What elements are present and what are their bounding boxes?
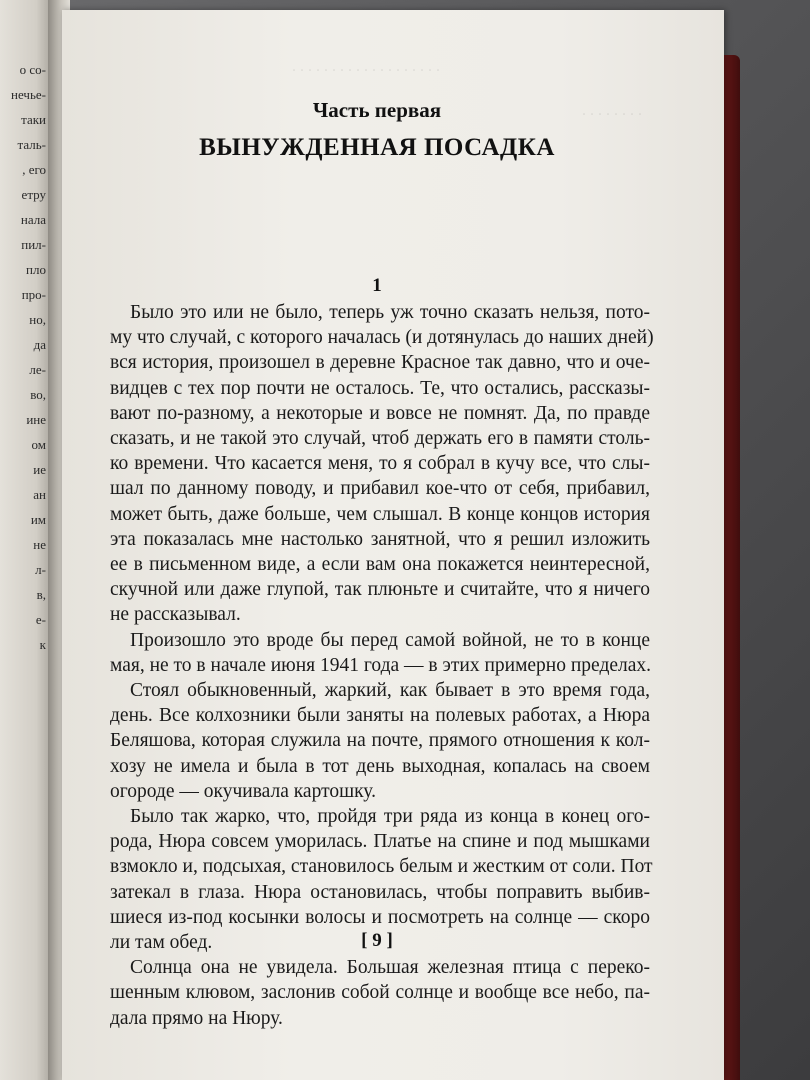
previous-page-fragment: им xyxy=(30,512,46,527)
text-line: Стоял обыкновенный, жаркий, как бывает в это время года, xyxy=(130,680,650,702)
text-line: Беляшова, которая служила на почте, прямого отношения к кол- xyxy=(110,730,650,752)
text-line: затекал в глаза. Нюра остановилась, чтобы поправить выбив- xyxy=(110,881,650,903)
previous-page-fragment: нечье- xyxy=(11,87,46,102)
previous-page-fragment: е- xyxy=(35,612,46,627)
previous-page-fragment: ом xyxy=(31,437,46,452)
previous-page-fragment: о со- xyxy=(19,62,46,77)
previous-page-fragment: ине xyxy=(26,412,46,427)
text-line: день. Все колхозники были заняты на полевых работах, а Нюра xyxy=(110,705,650,727)
bleed-through-text: . . . . . . . . xyxy=(582,102,642,119)
previous-page-fragment: таки xyxy=(21,112,46,127)
previous-page-fragment: во, xyxy=(30,387,46,402)
previous-page-fragment: в, xyxy=(36,587,46,602)
text-line: Солнца она не увидела. Большая железная птица с переко- xyxy=(130,957,650,979)
previous-page-fragment: к xyxy=(39,637,46,652)
text-line: скучной или даже глупой, так плюньте и считайте, что я ничего xyxy=(110,579,650,601)
page-number: [ 9 ] xyxy=(361,930,393,951)
text-line: не рассказывал. xyxy=(110,604,241,626)
previous-page-fragment: но, xyxy=(29,312,46,327)
text-line: му что случай, с которого началась (и дотянулась до наших дней) xyxy=(110,327,654,349)
text-line: эта показалась мне настолько занятной, что я решил изложить xyxy=(110,528,650,550)
text-line: Было это или не было, теперь уж точно сказать нельзя, пото- xyxy=(130,302,650,323)
text-line: шал по данному поводу, и прибавил кое-что от себя, прибавил, xyxy=(110,478,650,500)
text-line: Было так жарко, что, пройдя три ряда из конца в конец ого- xyxy=(130,806,650,828)
body-text xyxy=(110,300,654,1031)
section-title: ВЫНУЖДЕННАЯ ПОСАДКА xyxy=(199,134,555,161)
text-line: вся история, произошел в деревне Красное так давно, что и оче- xyxy=(110,352,650,374)
text-line: ли там обед. xyxy=(110,932,213,954)
previous-page-fragment: л- xyxy=(35,562,46,577)
text-line: ко времени. Что касается меня, то я собрал в кучу все, что слы- xyxy=(110,453,650,475)
previous-page-fragment: да xyxy=(33,337,46,352)
text-line: хозу не имела и была в тот день выходная, копалась на своем xyxy=(110,755,650,777)
previous-page-fragment: не xyxy=(33,537,46,552)
text-line: взмокло и, подсыхая, становилось белым и жестким от соли. Пот xyxy=(110,856,653,878)
text-line: шиеся из-под косынки волосы и посмотреть на солнце — скоро xyxy=(110,906,650,928)
text-line: огороде — окучивала картошку. xyxy=(110,780,376,802)
text-line: сказать, и не такой это случай, чтоб держать его в памяти столь- xyxy=(110,428,650,450)
text-line: вают по-разному, а некоторые и вовсе не помнят. Да, по правде xyxy=(110,402,650,424)
chapter-number: 1 xyxy=(372,275,382,296)
previous-page-fragment: ле- xyxy=(29,362,46,377)
bleed-through-text: . . . . . . . . . . . . . . . . . . . xyxy=(292,58,440,75)
previous-page-fragment: пил- xyxy=(21,237,46,252)
text-line: шенным клювом, заслонив собой солнце и вообще все небо, па- xyxy=(110,982,650,1004)
text-line: ее в письменном виде, а если вам она покажется неинтересной, xyxy=(110,554,650,576)
text-line: может быть, даже больше, чем слышал. В конце концов история xyxy=(110,503,650,525)
previous-page-fragment: про- xyxy=(21,287,46,302)
part-title: Часть первая xyxy=(312,98,442,122)
text-line: рода, Нюра совсем уморилась. Платье на спине и под мышками xyxy=(110,831,650,853)
previous-page-fragment: таль- xyxy=(17,137,46,152)
text-line: видцев с тех пор почти не осталось. Те, что остались, рассказы- xyxy=(110,377,650,399)
book-page xyxy=(62,10,724,1080)
previous-page-fragment: пло xyxy=(26,262,46,277)
previous-page-fragment: ие xyxy=(33,462,46,477)
previous-page-fragment: , его xyxy=(22,162,46,177)
previous-page-fragment: ан xyxy=(33,487,46,502)
previous-page-edge xyxy=(0,0,52,1080)
previous-page-fragment: етру xyxy=(21,187,46,202)
text-line: мая, не то в начале июня 1941 года — в этих примерно пределах. xyxy=(110,654,652,676)
previous-page-fragment: нала xyxy=(20,212,46,227)
text-line: дала прямо на Нюру. xyxy=(110,1007,283,1029)
text-line: Произошло это вроде бы перед самой войной, не то в конце xyxy=(130,629,650,651)
